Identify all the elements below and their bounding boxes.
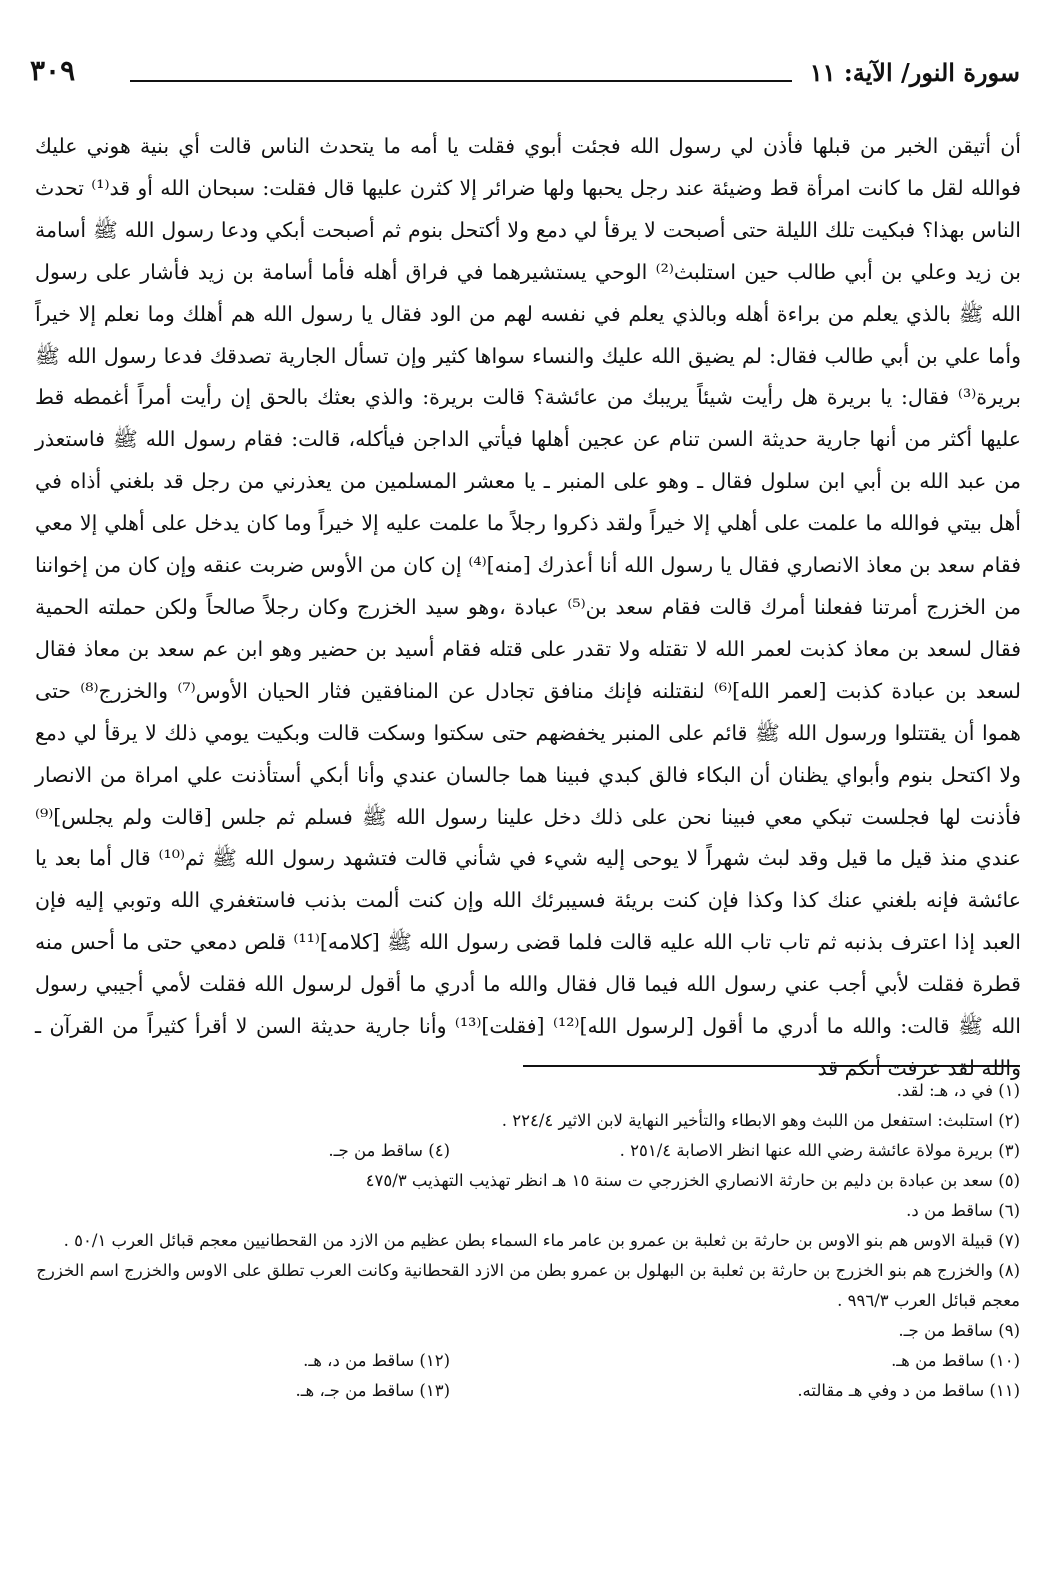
footnotes: [30, 1076, 1020, 1406]
header-rule: [130, 80, 792, 82]
footnote-12: (١٢) ساقط من د، هـ.: [303, 1351, 450, 1370]
footnote-3: (٣) بريرة مولاة عائشة رضي الله عنها انظر الاصابة ٢٥١/٤ .: [619, 1141, 1020, 1160]
page-header: [30, 54, 1020, 98]
footnote-11: (١١) ساقط من د وفي هـ مقالته.: [797, 1381, 1020, 1400]
footnote-8: (٨) والخزرج هم بنو الخزرج بن حارثة بن ثعلبة بن البهلول بن عمرو بطن من الازد القحطانية وكانت العرب تطلق على الاوس والخزرج اسم الخزرج معجم قبائل العرب ٩٩٦/٣ .: [36, 1261, 1020, 1310]
footnote-9: (٩) ساقط من جـ.: [898, 1321, 1020, 1340]
footnote-row: [30, 1376, 1020, 1406]
footnote-1: (١) في د، هـ: لقد.: [896, 1081, 1020, 1100]
footnote-rule: [523, 1065, 1020, 1067]
footnote-row: [30, 1346, 1020, 1376]
footnote-5: (٥) سعد بن عبادة بن دليم بن حارثة الانصاري الخزرجي ت سنة ١٥ هـ انظر تهذيب التهذيب ٤٧٥/٣: [365, 1171, 1020, 1190]
footnote-6: (٦) ساقط من د.: [906, 1201, 1020, 1220]
page-number: ٣٠٩: [30, 54, 76, 87]
footnote-2: (٢) استلبث: استفعل من اللبث وهو الابطاء والتأخير النهاية لابن الاثير ٢٢٤/٤ .: [501, 1111, 1020, 1130]
footnote-7: (٧) قبيلة الاوس هم بنو الاوس بن حارثة بن ثعلبة بن عمرو بن عامر ماء السماء بطن عظيم من الازد من القحطانيين معجم قبائل العرب ٥٠/١ .: [63, 1231, 1020, 1250]
running-title: سورة النور/ الآية: ١١: [809, 58, 1020, 87]
footnote-13: (١٣) ساقط من جـ، هـ.: [295, 1381, 450, 1400]
footnote-row: [30, 1136, 1020, 1166]
footnote-4: (٤) ساقط من جـ.: [328, 1141, 450, 1160]
footnote-10: (١٠) ساقط من هـ.: [891, 1351, 1020, 1370]
body-paragraph: أن أتيقن الخبر من قبلها فأذن لي رسول الله فجئت أبوي فقلت يا أمه ما يتحدث الناس قالت أي بنية هوني عليك فوالله لقل ما كانت امرأة قط وضيئة عند رجل يحبها ولها ضرائر إلا كثرن عليها قال فقلت: سبحان الله أو قد⁽¹⁾ تحدث الناس بهذا؟ فبكيت تلك الليلة حتى أصبحت لا يرقأ لي دمع ولا أكتحل بنوم ثم أصبحت أبكي ودعا رسول الله ﷺ أسامة بن زيد وعلي بن أبي طالب حين استلبث⁽²⁾ الوحي يستشيرهما في فراق أهله فأما أسامة بن زيد فأشار على رسول الله ﷺ بالذي يعلم من براءة أهله وبالذي يعلم في نفسه لهم من الود فقال يا رسول الله هم أهلك وما نعلم إلا خيراً وأما علي بن أبي طالب فقال: لم يضيق الله عليك والنساء سواها كثير وإن تسأل الجارية تصدقك فدعا رسول الله ﷺ بريرة⁽³⁾ فقال: يا بريرة هل رأيت شيئاً يريبك من عائشة؟ قالت بريرة: والذي بعثك بالحق إن رأيت أمراً أغمطه قط عليها أكثر من أنها جارية حديثة السن تنام عن عجين أهلها فيأتي الداجن فيأكله، قالت: فقام رسول الله ﷺ فاستعذر من عبد الله بن أبي ابن سلول فقال ـ وهو على المنبر ـ يا معشر المسلمين من يعذرني من رجل قد بلغني أذاه في أهل بيتي فوالله ما علمت على أهلي إلا خيراً ولقد ذكروا رجلاً ما علمت عليه إلا خيراً وما كان يدخل على أهلي إلا معي فقام سعد بن معاذ الانصاري فقال يا رسول الله أنا أعذرك [منه]⁽⁴⁾ إن كان من الأوس ضربت عنقه وإن كان من إخواننا من الخزرج أمرتنا ففعلنا أمرك قالت فقام سعد بن⁽⁵⁾ عبادة ،وهو سيد الخزرج وكان رجلاً صالحاً ولكن حملته الحمية فقال لسعد بن معاذ كذبت لعمر الله لا تقتله ولا تقدر على قتله فقام أسيد بن حضير وهو ابن عم سعد بن معاذ فقال لسعد بن عبادة كذبت [لعمر الله]⁽⁶⁾ لنقتلنه فإنك منافق تجادل عن المنافقين فثار الحيان الأوس⁽⁷⁾ والخزرج⁽⁸⁾ حتى هموا أن يقتتلوا ورسول الله ﷺ قائم على المنبر يخفضهم حتى سكتوا وسكت قالت وبكيت يومي ذلك لا يرقأ لي دمع ولا اكتحل بنوم وأبواي يظنان أن البكاء فالق كبدي فبينا هما جالسان عندي وأنا أبكي أستأذنت علي امراة من الانصار فأذنت لها فجلست تبكي معي فبينا نحن على ذلك دخل علينا رسول الله ﷺ فسلم ثم جلس [قالت ولم يجلس]⁽⁹⁾ عندي منذ قيل ما قيل وقد لبث شهراً لا يوحى إليه شيء في شأني قالت فتشهد رسول الله ﷺ ثم⁽¹⁰⁾ قال أما بعد يا عائشة فإنه بلغني عنك كذا وكذا فإن كنت بريئة فسيبرئك الله وإن كنت ألمت بذنب فاستغفري الله وتوبي إليه فإن العبد إذا اعترف بذنبه ثم تاب تاب الله عليه قالت فلما قضى رسول الله ﷺ [كلامه]⁽¹¹⁾ قلص دمعي حتى ما أحس منه قطرة فقلت لأبي أجب عني رسول الله فيما قال فقال والله ما أدري ما أقول لرسول الله فقلت لأمي أجيبي رسول الله ﷺ قالت: والله ما أدري ما أقول [لرسول الله]⁽¹²⁾ [فقلت]⁽¹³⁾ وأنا جارية حديثة السن لا أقرأ كثيراً من القرآن ـ والله لقد عرفت أنكم قد: [35, 134, 1022, 1080]
main-text: [35, 126, 1021, 1090]
